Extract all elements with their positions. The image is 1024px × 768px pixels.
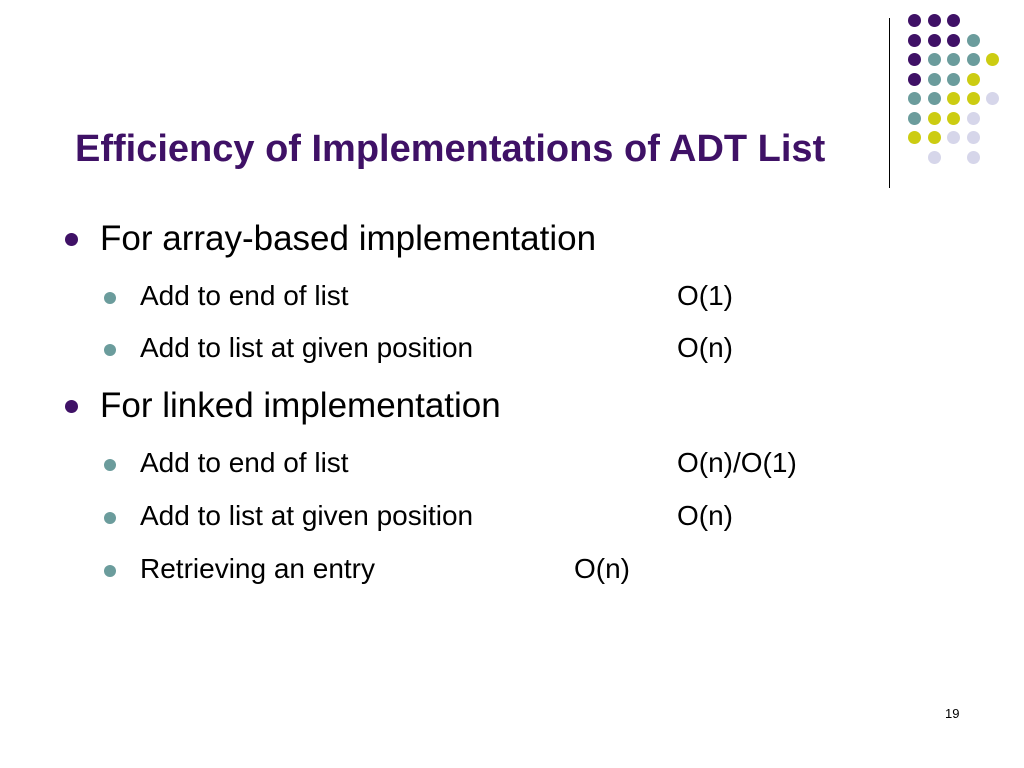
decorative-dot xyxy=(908,112,921,125)
complexity-value: O(n)/O(1) xyxy=(677,447,797,478)
complexity-value: O(n) xyxy=(677,500,733,531)
sub-bullet-linked-retrieve xyxy=(140,553,630,585)
decorative-dot xyxy=(908,92,921,105)
sub-bullet-dot-icon xyxy=(104,344,116,356)
slide-title: Efficiency of Implementations of ADT List xyxy=(75,128,826,170)
decorative-dot xyxy=(967,53,980,66)
complexity-value: O(n) xyxy=(677,332,733,363)
complexity-value: O(1) xyxy=(677,280,733,311)
dot-grid-icon xyxy=(908,14,1008,174)
decorative-dot xyxy=(947,34,960,47)
bullet-array-based xyxy=(100,219,596,259)
sub-bullet-dot-icon xyxy=(104,292,116,304)
decorative-dot xyxy=(928,112,941,125)
decorative-dot xyxy=(928,151,941,164)
decorative-dot xyxy=(908,53,921,66)
decorative-dot xyxy=(928,92,941,105)
title-divider xyxy=(889,18,890,188)
decorative-dot xyxy=(967,131,980,144)
decorative-dot xyxy=(908,131,921,144)
operation-label: Add to list at given position xyxy=(140,500,474,531)
sub-bullet-linked-add-end xyxy=(140,447,797,479)
decorative-dot xyxy=(908,14,921,27)
operation-label: Retrieving an entry xyxy=(140,553,376,584)
decorative-dot xyxy=(967,34,980,47)
decorative-dot xyxy=(928,14,941,27)
decorative-dot xyxy=(928,131,941,144)
page-number: 19 xyxy=(945,706,960,721)
sub-bullet-linked-add-position xyxy=(140,500,733,532)
decorative-dot xyxy=(908,34,921,47)
decorative-dot xyxy=(967,73,980,86)
decorative-dot xyxy=(986,53,999,66)
decorative-dot xyxy=(908,73,921,86)
bullet-dot-icon xyxy=(65,233,78,246)
decorative-dot xyxy=(928,34,941,47)
decorative-dot xyxy=(947,73,960,86)
sub-bullet-dot-icon xyxy=(104,512,116,524)
decorative-dot xyxy=(928,53,941,66)
decorative-dot xyxy=(947,112,960,125)
decorative-dot xyxy=(967,151,980,164)
decorative-dot xyxy=(947,92,960,105)
operation-label: Add to list at given position xyxy=(140,332,474,363)
decorative-dot xyxy=(947,131,960,144)
decorative-dot xyxy=(967,112,980,125)
bullet-text: For linked implementation xyxy=(100,386,501,425)
decorative-dot xyxy=(947,14,960,27)
decorative-dot xyxy=(986,92,999,105)
decorative-dot xyxy=(967,92,980,105)
decorative-dot xyxy=(928,73,941,86)
bullet-text: For array-based implementation xyxy=(100,219,597,258)
sub-bullet-array-add-position xyxy=(140,332,733,364)
sub-bullet-dot-icon xyxy=(104,459,116,471)
bullet-linked xyxy=(100,386,501,426)
complexity-value: O(n) xyxy=(574,553,630,584)
sub-bullet-array-add-end xyxy=(140,280,733,312)
sub-bullet-dot-icon xyxy=(104,565,116,577)
decorative-dot xyxy=(947,53,960,66)
operation-label: Add to end of list xyxy=(140,280,349,311)
operation-label: Add to end of list xyxy=(140,447,349,478)
bullet-dot-icon xyxy=(65,400,78,413)
